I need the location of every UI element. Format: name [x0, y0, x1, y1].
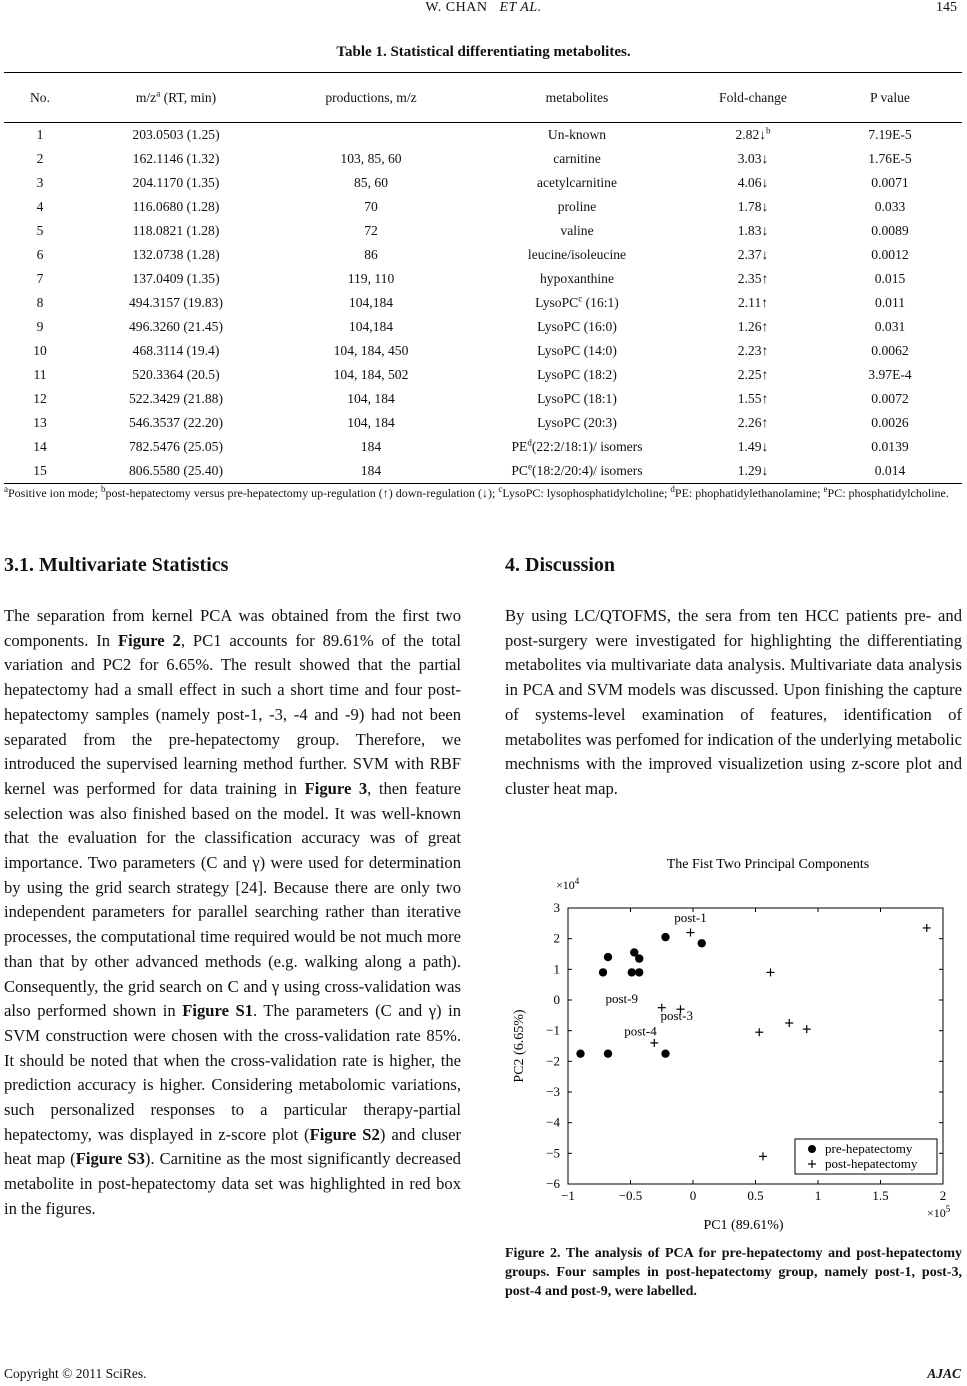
table-row — [4, 243, 962, 267]
cell-mz-rt: 782.5476 (25.05) — [128, 439, 223, 454]
table-row — [4, 363, 962, 387]
cell-productions: 103, 85, 60 — [340, 151, 402, 166]
cell-fold-change — [688, 243, 818, 267]
table-row — [4, 435, 962, 459]
cell-metabolite — [466, 363, 688, 387]
table-row — [4, 411, 962, 435]
post-hepatectomy-point — [785, 1019, 793, 1027]
pre-hepatectomy-point — [628, 968, 636, 976]
post-hepatectomy-point — [755, 1028, 763, 1036]
x-tick-label: −0.5 — [618, 1188, 643, 1203]
post-hepatectomy-point — [803, 1025, 811, 1033]
post-hepatectomy-point — [923, 924, 931, 932]
cell-mz-rt: 522.3429 (21.88) — [128, 391, 223, 406]
cell-mz-rt: 468.3114 (19.4) — [132, 343, 220, 358]
cell-mz-rt: 116.0680 (1.28) — [132, 199, 220, 214]
cell-productions — [276, 123, 466, 148]
cell-p-value: 0.0089 — [871, 223, 909, 238]
text-run: , then feature selection was also finished based on the model. It was well-known that the evaluation for the classification accuracy was of great importance. Two parameters (C and γ) were used for determination by using the grid search strategy [24]. Because there are only two independent parameters for parallel searching rather than iterative processes, the computational time required would be not much more than that by other advanced methods (e.g. walking along a path). Consequently, the grid search on C and γ using cross-validation was also performed shown in — [4, 778, 461, 1021]
y-tick-label: −5 — [546, 1145, 560, 1161]
col-header-mz-label: m/z — [135, 89, 157, 105]
section-multivariate-body — [4, 604, 461, 1222]
cell-fold-change — [688, 339, 818, 363]
cell-metabolite — [466, 315, 688, 339]
point-annotation: post-9 — [605, 991, 638, 1007]
text-run: ). Carnitine as the most significantly decreased metabolite in post-hepatectomy data set was highlighted in red box in the figures. — [4, 1149, 461, 1218]
table-body — [4, 123, 962, 484]
cell-p-value: 0.0071 — [871, 175, 909, 190]
cell-p-value: 0.015 — [874, 271, 906, 286]
metabolite-name: LysoPC (18:1) — [537, 391, 617, 406]
cell-no: 11 — [33, 367, 47, 382]
metabolite-name: LysoPC (18:2) — [537, 367, 617, 382]
point-annotation: post-4 — [624, 1023, 657, 1039]
cell-no: 4 — [36, 199, 44, 214]
table-footnote: $^a$Positive ion mode; $^b$post-hepatectomy versus pre-hepatectomy up-regulation (↑) down-regulation (↓); $^c$LysoPC: lysophosphatidylcholine; $^d$PE: phophatidylethanolamine; $^e$PC: phosphatidylcholine. — [4, 484, 949, 500]
y-tick-label: −3 — [546, 1084, 560, 1099]
cell-no: 13 — [33, 415, 47, 430]
fold-change-value: 1.83↓ — [737, 223, 769, 238]
cell-p-value: 1.76E-5 — [868, 151, 912, 166]
post-hepatectomy-point — [650, 1039, 658, 1047]
table-row — [4, 267, 962, 291]
col-header-rt: (RT, min) — [163, 89, 217, 105]
metabolite-name: carnitine — [553, 151, 601, 166]
cell-fold-change — [688, 411, 818, 435]
metabolite-name: Un-known — [547, 127, 607, 142]
col-header-productions: productions, m/z — [276, 73, 466, 123]
y-tick-label: 2 — [553, 930, 560, 946]
cell-mz-rt: 162.1146 (1.32) — [132, 151, 220, 166]
metabolite-name: PE — [511, 439, 528, 454]
table-row — [4, 219, 962, 243]
fold-change-value: 2.82↓ — [735, 127, 767, 142]
pre-hepatectomy-point — [604, 953, 612, 961]
metabolite-name: acetylcarnitine — [536, 175, 617, 190]
cell-mz-rt: 132.0738 (1.28) — [132, 247, 220, 262]
cell-metabolite — [466, 195, 688, 219]
post-hepatectomy-point — [687, 929, 695, 937]
x-tick-label: 0.5 — [747, 1188, 764, 1203]
y-tick-label: −1 — [546, 1022, 560, 1038]
cell-metabolite — [466, 339, 688, 363]
y-tick-label: 0 — [553, 992, 560, 1007]
metabolite-name: LysoPC (16:0) — [537, 319, 617, 334]
cell-metabolite — [466, 147, 688, 171]
fold-change-value: 1.29↓ — [737, 463, 769, 478]
table-row — [4, 147, 962, 171]
cell-metabolite — [466, 435, 688, 459]
discussion-paragraph: By using LC/QTOFMS, the sera from ten HCC patients pre- and post-surgery were investigated for highlighting the differentiating metabolites via multivariate data analysis. Multivariate data analysis in PCA and SVM models was discussed. Upon finishing the capture of systems-level examination of features, identification of metabolites was perfomed for indication of the underlying metabolic mechnisms with the improved visualizetion using z-score plot and cluster heat map. — [505, 606, 962, 798]
metabolite-name: valine — [560, 223, 594, 238]
cell-productions: 72 — [364, 223, 378, 238]
cell-p-value: 0.0026 — [871, 415, 909, 430]
y-tick-label: −4 — [546, 1114, 560, 1130]
running-header — [0, 0, 967, 20]
figure-ref-s3: Figure S3 — [75, 1149, 145, 1169]
table-row — [4, 171, 962, 195]
metabolite-name: PC — [511, 463, 528, 478]
metabolite-name: LysoPC (14:0) — [537, 343, 617, 358]
cell-metabolite — [466, 123, 688, 148]
y-tick-label: −6 — [546, 1176, 560, 1191]
cell-metabolite — [466, 243, 688, 267]
cell-p-value: 0.033 — [874, 199, 906, 214]
metabolite-name: LysoPC — [535, 295, 579, 310]
table-row — [4, 291, 962, 315]
table-row — [4, 195, 962, 219]
pca-scatter-chart — [505, 850, 963, 1238]
col-header-mz: $m/z^a$ (RT, min) — [76, 73, 276, 123]
cell-p-value: 7.19E-5 — [868, 127, 912, 142]
x-tick-label: 1.5 — [872, 1188, 889, 1203]
cell-p-value: 0.014 — [818, 459, 962, 484]
cell-no: 6 — [36, 247, 44, 262]
chart-title: The Fist Two Principal Components — [666, 857, 870, 872]
metabolites-table — [4, 72, 962, 484]
figure-ref-s1: Figure S1 — [182, 1001, 254, 1021]
footnote-b: post-hepatectomy versus pre-hepatectomy up-regulation (↑) down-regulation (↓); — [105, 486, 499, 500]
cell-fold-change — [688, 267, 818, 291]
plot-area — [512, 876, 951, 1233]
cell-fold-change — [688, 363, 818, 387]
metabolite-detail: (18:2/20:4)/ isomers — [532, 463, 643, 478]
cell-mz-rt: 520.3364 (20.5) — [132, 367, 220, 382]
table-row — [4, 459, 962, 484]
fold-change-value: 2.23↑ — [737, 343, 769, 358]
metabolite-name: LysoPC (20:3) — [537, 415, 617, 430]
metabolite-name: hypoxanthine — [540, 271, 614, 286]
point-annotation: post-3 — [660, 1007, 693, 1023]
cell-p-value: 0.031 — [874, 319, 906, 334]
cell-fold-change — [688, 147, 818, 171]
metabolite-detail: (22:2/18:1)/ isomers — [531, 439, 643, 454]
fold-change-value: 2.11↑ — [737, 295, 769, 310]
cell-metabolite — [466, 459, 688, 484]
cell-no: 7 — [36, 271, 44, 286]
cell-mz-rt: 137.0409 (1.35) — [132, 271, 220, 286]
cell-p-value: 0.0062 — [871, 343, 909, 358]
text-run: The separation from kernel PCA was obtained from the first two components. In — [4, 606, 461, 650]
cell-no: 1 — [36, 127, 44, 142]
footnote-marker: e — [528, 461, 532, 472]
figure-ref-s2: Figure S2 — [309, 1124, 380, 1144]
cell-no: 14 — [33, 439, 47, 454]
cell-mz-rt: 546.3537 (22.20) — [128, 415, 223, 430]
fold-change-value: 3.03↓ — [737, 151, 769, 166]
cell-mz-rt: 118.0821 (1.28) — [132, 223, 220, 238]
footnote-e: PC: phosphatidylcholine. — [827, 486, 949, 500]
table-title: Table 1. Statistical differentiating metabolites. — [336, 44, 631, 60]
page-number: 145 — [936, 0, 957, 15]
cell-p-value: 0.0012 — [871, 247, 909, 262]
x-tick-label: 1 — [814, 1188, 822, 1203]
cell-metabolite — [466, 171, 688, 195]
cell-no: 5 — [36, 223, 44, 238]
cell-no: 12 — [33, 391, 47, 406]
cell-metabolite — [466, 267, 688, 291]
multivariate-paragraph — [4, 604, 461, 1222]
metabolite-detail: (16:1) — [582, 295, 619, 310]
figure-caption-block — [505, 1244, 962, 1301]
cell-productions: 85, 60 — [354, 175, 388, 190]
fold-change-value: 1.49↓ — [737, 439, 769, 454]
table-row — [4, 315, 962, 339]
table-header-row — [4, 73, 962, 123]
footnote-marker: b — [766, 125, 771, 136]
cell-fold-change — [688, 435, 818, 459]
cell-no: 10 — [33, 343, 47, 358]
cell-productions: 104, 184 — [347, 415, 395, 430]
y-tick-label: −2 — [546, 1053, 560, 1069]
figure-caption: Figure 2. The analysis of PCA for pre-hepatectomy and post-hepatectomy groups. Four samples in post-hepatectomy group, namely post-1, post-3, post-4 and post-9, were labelled. — [505, 1246, 962, 1299]
col-header-metabolites: metabolites — [466, 73, 688, 123]
cell-fold-change — [688, 219, 818, 243]
point-annotation: post-1 — [674, 909, 707, 925]
cell-p-value: 0.011 — [874, 295, 906, 310]
fold-change-value: 2.25↑ — [737, 367, 769, 382]
cell-productions: 119, 110 — [347, 271, 395, 286]
cell-no: 9 — [36, 319, 44, 334]
table-row — [4, 123, 962, 148]
fold-change-value: 2.26↑ — [737, 415, 769, 430]
cell-mz-rt: 204.1170 (1.35) — [132, 175, 220, 190]
section-heading-multivariate: 3.1. Multivariate Statistics — [4, 554, 229, 576]
pre-hepatectomy-point — [576, 1049, 584, 1057]
cell-no: 8 — [36, 295, 44, 310]
footnote-a: Positive ion mode; — [8, 486, 101, 500]
cell-mz-rt: 806.5580 (25.40) — [76, 459, 276, 484]
col-header-fold-change: Fold-change — [688, 73, 818, 123]
cell-productions: 184 — [276, 459, 466, 484]
cell-fold-change — [688, 387, 818, 411]
cell-p-value: 3.97E-4 — [868, 367, 912, 382]
cell-productions: 184 — [360, 439, 382, 454]
cell-metabolite — [466, 219, 688, 243]
cell-p-value: 0.0139 — [871, 439, 909, 454]
footer-journal: AJAC — [927, 1366, 961, 1381]
fold-change-value: 1.55↑ — [737, 391, 769, 406]
legend-label-pre: pre-hepatectomy — [825, 1141, 913, 1156]
fold-change-value: 1.78↓ — [737, 199, 769, 214]
x-tick-label: −1 — [561, 1188, 575, 1203]
pre-hepatectomy-point — [635, 954, 643, 962]
footer-copyright: Copyright © 2011 SciRes. — [4, 1366, 147, 1381]
cell-productions: 104,184 — [348, 319, 394, 334]
footnote-c: LysoPC: lysophosphatidylcholine; — [502, 486, 671, 500]
legend-label-post: post-hepatectomy — [825, 1156, 918, 1171]
footnote-d: PE: phophatidylethanolamine; — [674, 486, 824, 500]
cell-fold-change — [688, 123, 818, 148]
table-row — [4, 387, 962, 411]
metabolite-name: leucine/isoleucine — [527, 247, 627, 262]
cell-metabolite — [466, 387, 688, 411]
section-discussion-body — [505, 604, 962, 802]
x-axis-label: PC1 (89.61%) — [703, 1218, 784, 1233]
footnote-marker: c — [578, 293, 583, 304]
header-author: W. CHAN — [425, 0, 488, 15]
cell-no: 2 — [36, 151, 44, 166]
pre-hepatectomy-point — [698, 939, 706, 947]
y-tick-label: 3 — [553, 900, 560, 915]
post-hepatectomy-point — [767, 968, 775, 976]
cell-mz-rt: 203.0503 (1.25) — [132, 127, 220, 142]
y-axis-label: PC2 (6.65%) — [512, 1009, 527, 1083]
fold-change-value: 1.26↑ — [737, 319, 769, 334]
table-row — [4, 339, 962, 363]
cell-no: 3 — [36, 175, 44, 190]
cell-metabolite — [466, 411, 688, 435]
section-heading-discussion: 4. Discussion — [505, 554, 616, 576]
figure-ref-3: Figure 3 — [304, 778, 368, 798]
cell-productions: 104, 184, 450 — [333, 343, 409, 358]
x-tick-label: 0 — [689, 1188, 697, 1203]
metabolite-name: proline — [557, 199, 597, 214]
cell-fold-change — [688, 291, 818, 315]
fold-change-value: 4.06↓ — [737, 175, 769, 190]
cell-mz-rt: 494.3157 (19.83) — [128, 295, 223, 310]
cell-no: 15 — [4, 459, 76, 484]
cell-mz-rt: 496.3260 (21.45) — [128, 319, 223, 334]
cell-productions: 86 — [364, 247, 378, 262]
y-tick-label: 1 — [553, 961, 560, 977]
post-hepatectomy-point — [759, 1152, 767, 1160]
col-header-no: No. — [4, 73, 76, 123]
cell-p-value: 0.0072 — [871, 391, 909, 406]
fold-change-value: 2.35↑ — [737, 271, 769, 286]
header-et-al: ET AL. — [499, 0, 542, 15]
pre-hepatectomy-point — [661, 933, 669, 941]
cell-productions: 104,184 — [348, 295, 394, 310]
cell-metabolite — [466, 291, 688, 315]
cell-fold-change — [688, 195, 818, 219]
pre-hepatectomy-point — [635, 968, 643, 976]
figure-ref-2: Figure 2 — [117, 630, 181, 650]
pre-hepatectomy-point — [604, 1049, 612, 1057]
legend-marker-pre — [808, 1145, 816, 1153]
y-axis-multiplier: $\times 10^4$ — [556, 876, 580, 892]
cell-fold-change — [688, 171, 818, 195]
x-tick-label: 2 — [939, 1188, 947, 1203]
pre-hepatectomy-point — [599, 968, 607, 976]
text-run: , PC1 accounts for 89.61% of the total variation and PC2 for 6.65%. The result showed that the partial hepatectomy had a small effect in such a short time and four post-hepatectomy samples (namely post-1, -3, -4 and -9) had not been separated from the pre-hepatectomy group. Therefore, we introduced the supervised learning method further. SVM with RBF kernel was performed for data training in — [4, 630, 461, 798]
footnote-marker: d — [527, 437, 532, 448]
cell-productions: 104, 184, 502 — [333, 367, 409, 382]
cell-productions: 70 — [364, 199, 378, 214]
text-run: ) and cluser heat map ( — [4, 1124, 461, 1169]
x-axis-multiplier: $\times 10^5$ — [927, 1204, 951, 1220]
cell-productions: 104, 184 — [347, 391, 395, 406]
pre-hepatectomy-point — [661, 1049, 669, 1057]
cell-fold-change — [688, 315, 818, 339]
cell-fold-change — [688, 459, 818, 484]
col-header-p-value: P value — [818, 73, 962, 123]
fold-change-value: 2.37↓ — [737, 247, 769, 262]
text-run: . The parameters (C and γ) in SVM construction were chosen with the cross-validation rate 85%. It should be noted that when the cross-validation rate is higher, the prediction accuracy is higher. Considering metabolomic variations, such personalized responses to a particular therapy-partial hepatectomy, was displayed in z-score plot ( — [4, 1001, 461, 1144]
